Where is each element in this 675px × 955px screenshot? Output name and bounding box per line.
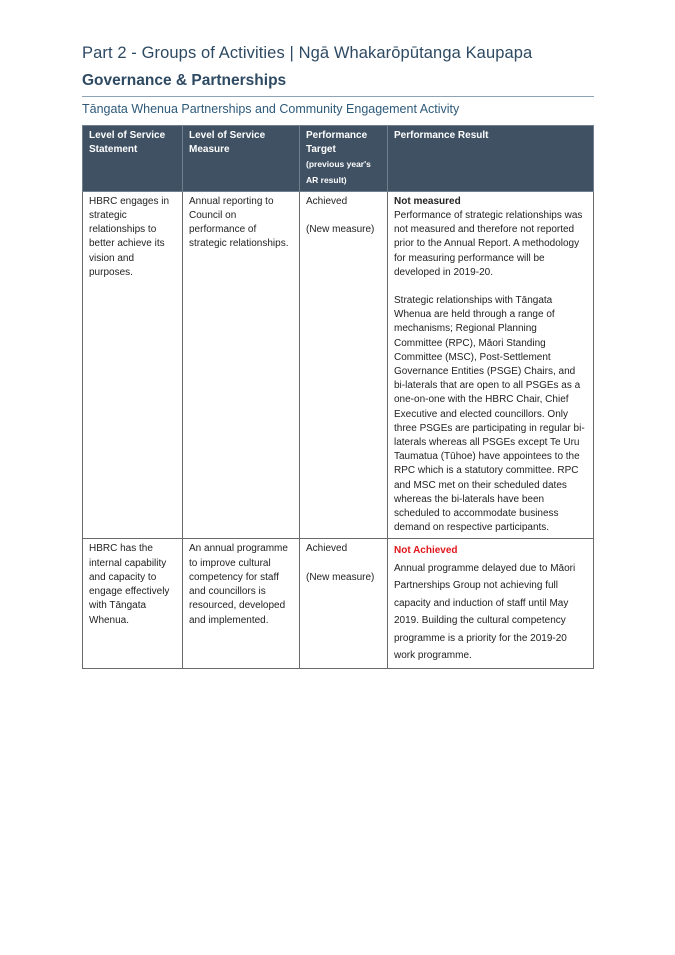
target-note: (New measure)	[306, 571, 375, 583]
row-measure: An annual programme to improve cultural competency for staff and councillors is resourced, developed and implemented.	[183, 539, 300, 669]
row-target	[300, 191, 388, 539]
table-row	[83, 539, 594, 669]
page-header: Part 2 - Groups of Activities | Ngā Whakarōpūtanga Kaupapa	[82, 44, 533, 62]
result-status: Not Achieved	[394, 545, 458, 557]
table-header-row	[83, 126, 594, 192]
target-value: Achieved	[306, 195, 348, 207]
title-divider	[82, 96, 594, 97]
header-result: Performance Result	[388, 126, 594, 192]
result-text-detail: Strategic relationships with Tāngata Whenua are held through a range of mechanisms; Regional Planning Committee (RPC), Māori Standing Committee (MSC), Post-Settlement Governance Entities (PSGE) Chairs, and bi-laterals that are open to all PSGEs as a one-on-one with the HBRC Chair, Chief Executive and elected councillors. Only three PSGEs are participating in regular bi-laterals whereas all PSGEs except Te Uru Taumatua (Tūhoe) have appointees to the RPC which is a statutory committee. RPC and MSC met on their scheduled dates whereas the bi-laterals have been scheduled to accommodate business demand on respective participants.	[394, 295, 585, 534]
header-measure: Level of Service Measure	[183, 126, 300, 192]
subsection-title: Tāngata Whenua Partnerships and Community Engagement Activity	[82, 102, 460, 116]
table-row	[83, 191, 594, 539]
header-target-note: (previous year's AR result)	[306, 159, 371, 185]
result-text: Annual programme delayed due to Māori Partnerships Group not achieving full capacity and induction of staff until May 2019. Building the cultural competency programme is a priority for the 2019-20 work programme.	[394, 562, 576, 662]
section-title: Governance & Partnerships	[82, 72, 287, 89]
row-statement: HBRC has the internal capability and capacity to engage effectively with Tāngata Whenua.	[83, 539, 183, 669]
target-note: (New measure)	[306, 224, 375, 236]
result-status: Not measured	[394, 195, 461, 207]
target-value: Achieved	[306, 543, 348, 555]
row-statement: HBRC engages in strategic relationships to better achieve its vision and purposes.	[83, 191, 183, 539]
row-result	[388, 539, 594, 669]
row-result	[388, 191, 594, 539]
performance-table	[82, 125, 594, 669]
row-target	[300, 539, 388, 669]
header-statement: Level of Service Statement	[83, 126, 183, 192]
header-target	[300, 126, 388, 192]
row-measure: Annual reporting to Council on performance of strategic relationships.	[183, 191, 300, 539]
header-target-label: Performance Target	[306, 130, 368, 156]
result-text: Performance of strategic relationships was not measured and therefore not reported prior to the Annual Report. A methodology for measuring performance will be developed in 2019-20.	[394, 210, 583, 278]
